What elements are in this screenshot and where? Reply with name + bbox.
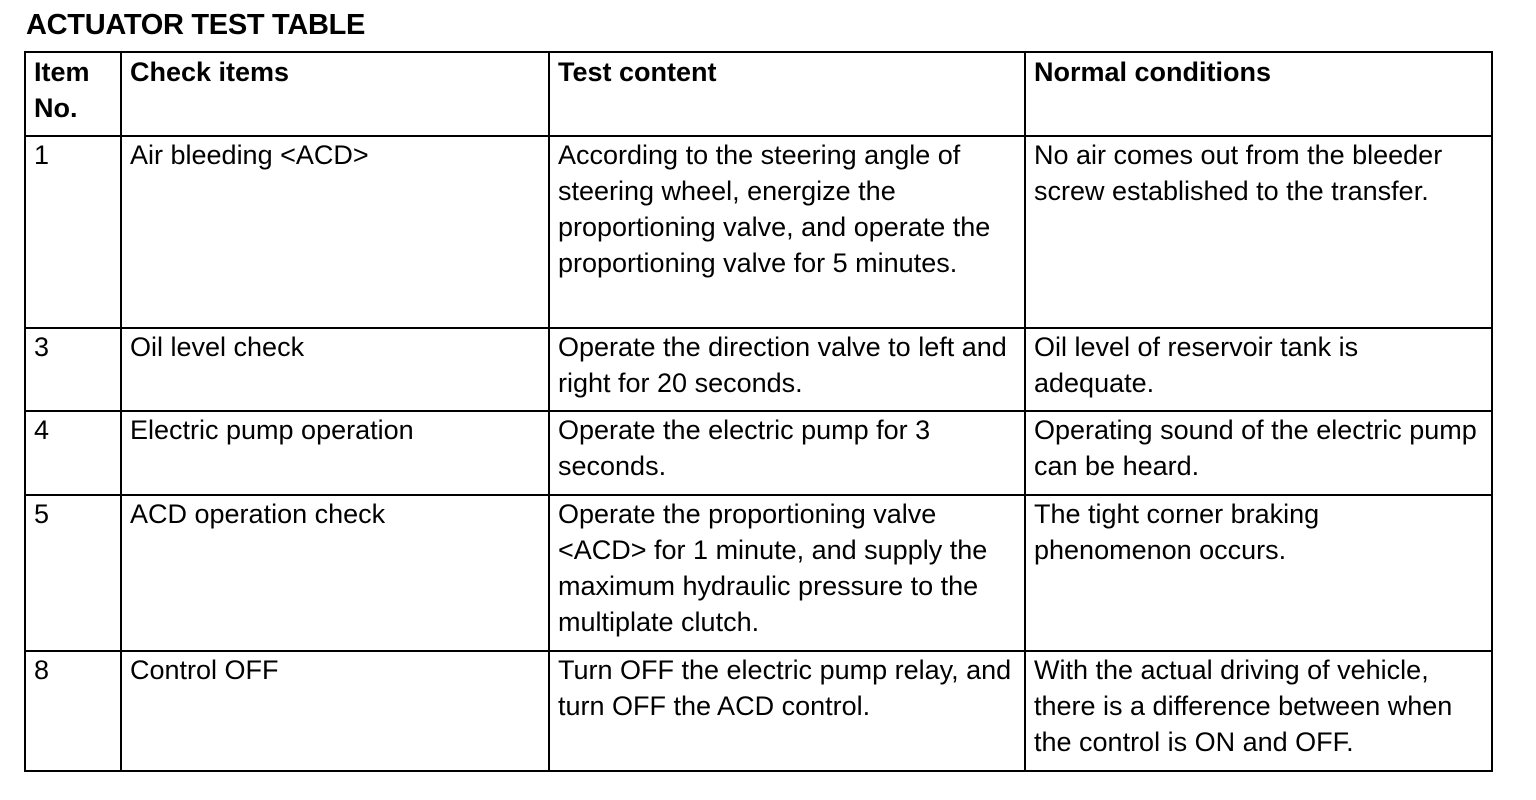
cell-check-item: Oil level check (121, 328, 549, 411)
cell-test-content: Operate the direction valve to left and right for 20 seconds. (549, 328, 1025, 411)
header-check-items: Check items (121, 52, 549, 136)
table-row (25, 411, 1492, 495)
table-row (25, 328, 1492, 411)
document-title: ACTUATOR TEST TABLE (26, 9, 366, 41)
header-test-content: Test content (549, 52, 1025, 136)
cell-item-no: 1 (25, 136, 121, 328)
table-row (25, 495, 1492, 651)
cell-check-item: Air bleeding <ACD> (121, 136, 549, 328)
cell-check-item: Control OFF (121, 651, 549, 771)
cell-normal-condition: Operating sound of the electric pump can be heard. (1025, 411, 1492, 495)
cell-normal-condition: The tight corner braking phenomenon occurs. (1025, 495, 1492, 651)
cell-test-content: Operate the electric pump for 3 seconds. (549, 411, 1025, 495)
table-row (25, 651, 1492, 771)
cell-test-content: Turn OFF the electric pump relay, and turn OFF the ACD control. (549, 651, 1025, 771)
cell-normal-condition: With the actual driving of vehicle, there is a difference between when the control is ON and OFF. (1025, 651, 1492, 771)
cell-item-no: 3 (25, 328, 121, 411)
cell-check-item: Electric pump operation (121, 411, 549, 495)
header-normal-conditions: Normal conditions (1025, 52, 1492, 136)
actuator-test-table (24, 51, 1493, 772)
cell-test-content: According to the steering angle of steering wheel, energize the proportioning valve, and operate the proportioning valve for 5 minutes. (549, 136, 1025, 328)
cell-normal-condition: Oil level of reservoir tank is adequate. (1025, 328, 1492, 411)
cell-item-no: 4 (25, 411, 121, 495)
header-item-no: Item No. (25, 52, 121, 136)
table-header-row (25, 52, 1492, 136)
cell-check-item: ACD operation check (121, 495, 549, 651)
table-row (25, 136, 1492, 328)
cell-item-no: 5 (25, 495, 121, 651)
cell-item-no: 8 (25, 651, 121, 771)
cell-normal-condition: No air comes out from the bleeder screw established to the transfer. (1025, 136, 1492, 328)
cell-test-content: Operate the proportioning valve <ACD> for 1 minute, and supply the maximum hydraulic pressure to the multiplate clutch. (549, 495, 1025, 651)
